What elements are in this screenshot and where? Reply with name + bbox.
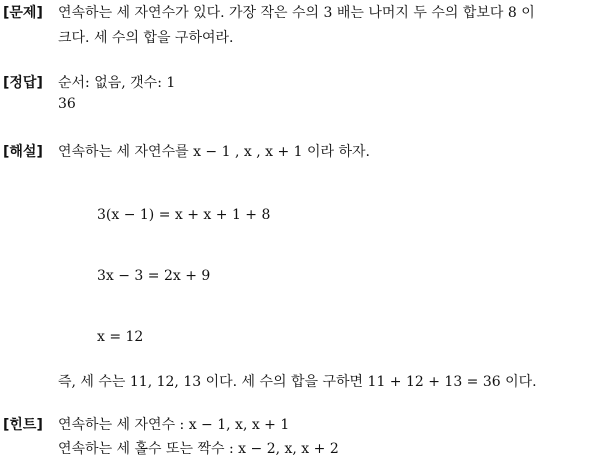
- equation-2: 3x − 3 = 2x + 9: [97, 268, 211, 284]
- problem-label: [문제]: [3, 5, 43, 21]
- explanation-label: [해설]: [3, 144, 43, 160]
- answer-label: [정답]: [3, 75, 43, 91]
- hint-label: [힌트]: [3, 417, 43, 433]
- answer-meta: 순서: 없음, 갯수: 1: [58, 75, 176, 91]
- equation-3: x = 12: [97, 329, 144, 345]
- answer-value: 36: [58, 96, 76, 112]
- equation-1: 3(x − 1) = x + x + 1 + 8: [97, 207, 271, 223]
- explanation-intro: 연속하는 세 자연수를 x − 1 , x , x + 1 이라 하자.: [58, 144, 370, 160]
- hint-line1: 연속하는 세 자연수 : x − 1, x, x + 1: [58, 417, 290, 433]
- hint-line2: 연속하는 세 홀수 또는 짝수 : x − 2, x, x + 2: [58, 441, 339, 457]
- problem-text-line2: 크다. 세 수의 합을 구하여라.: [58, 30, 234, 46]
- explanation-conclusion: 즉, 세 수는 11, 12, 13 이다. 세 수의 합을 구하면 11 + 12 + 13 = 36 이다.: [58, 374, 537, 390]
- problem-text-line1: 연속하는 세 자연수가 있다. 가장 작은 수의 3 배는 나머지 두 수의 합보다 8 이: [58, 5, 535, 21]
